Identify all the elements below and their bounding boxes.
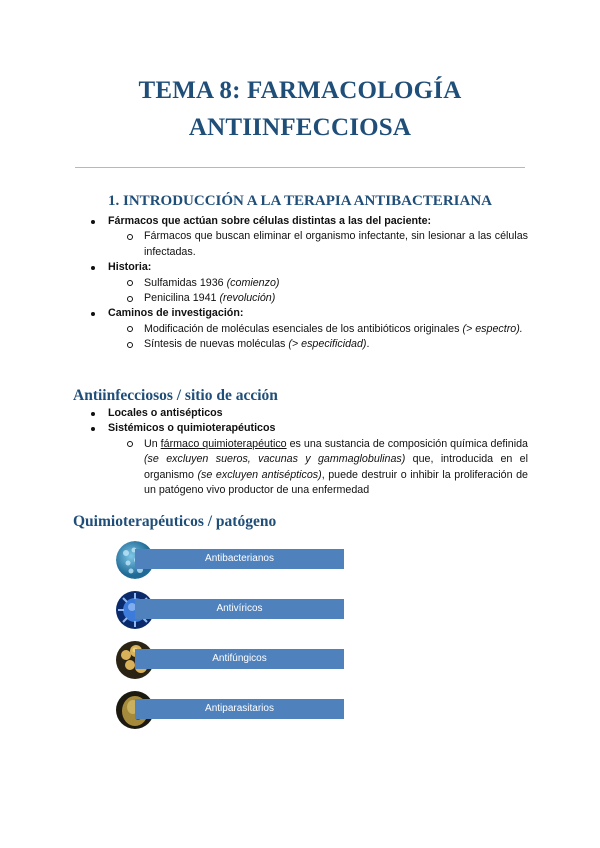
defined-term: fármaco quimioterapéutico [160,437,287,450]
sub-list-item: Sulfamidas 1936 (comienzo) [108,276,528,291]
list-item-label: Sistémicos o quimioterapéuticos [108,422,276,435]
list-item-label: Locales o antisépticos [108,407,223,419]
title-divider [75,167,525,168]
list-item [88,406,528,421]
list-item [88,421,528,498]
sub-list-item: Penicilina 1941 (revolución) [108,291,528,306]
title-line-1: TEMA 8: FARMACOLOGÍA [138,77,462,104]
title-line-2: ANTIINFECCIOSA [188,114,412,141]
list-item-label: Historia: [108,261,152,274]
intro-list [88,214,528,353]
sub-list-item: Modificación de moléculas esenciales de los antibióticos originales (> espectro). [108,322,528,337]
section-heading-patogeno: Quimioterapéuticos / patógeno [73,513,277,530]
page-title [0,72,600,146]
category-antifungicos: Antifúngicos [135,649,344,669]
section-heading-sitio: Antiinfecciosos / sitio de acción [73,387,278,404]
category-antiviricos: Antivíricos [135,599,344,619]
sitio-list [88,406,528,498]
list-item [88,260,528,306]
list-item [88,306,528,352]
category-antibacterianos: Antibacterianos [135,549,344,569]
list-item-label: Fármacos que actúan sobre células distintas a las del paciente: [108,215,432,227]
sub-list-item: Fármacos que buscan eliminar el organismo infectante, sin lesionar a las células infectadas. [108,229,528,260]
list-item-label: Caminos de investigación: [108,307,244,320]
list-item [88,214,528,260]
sub-list-item: Síntesis de nuevas moléculas (> especificidad). [108,337,528,352]
definition-paragraph: Un fármaco quimioterapéutico es una sustancia de composición química definida (se excluyen sueros, vacunas y gammaglobulinas) que, introducida en el organismo (se excluyen antisépticos), puede destruir o inhibir la proliferación de un patógeno vivo productor de una enfermedad [108,437,528,499]
section-heading-intro: 1. INTRODUCCIÓN A LA TERAPIA ANTIBACTERIANA [108,193,492,209]
category-antiparasitarios: Antiparasitarios [135,699,344,719]
